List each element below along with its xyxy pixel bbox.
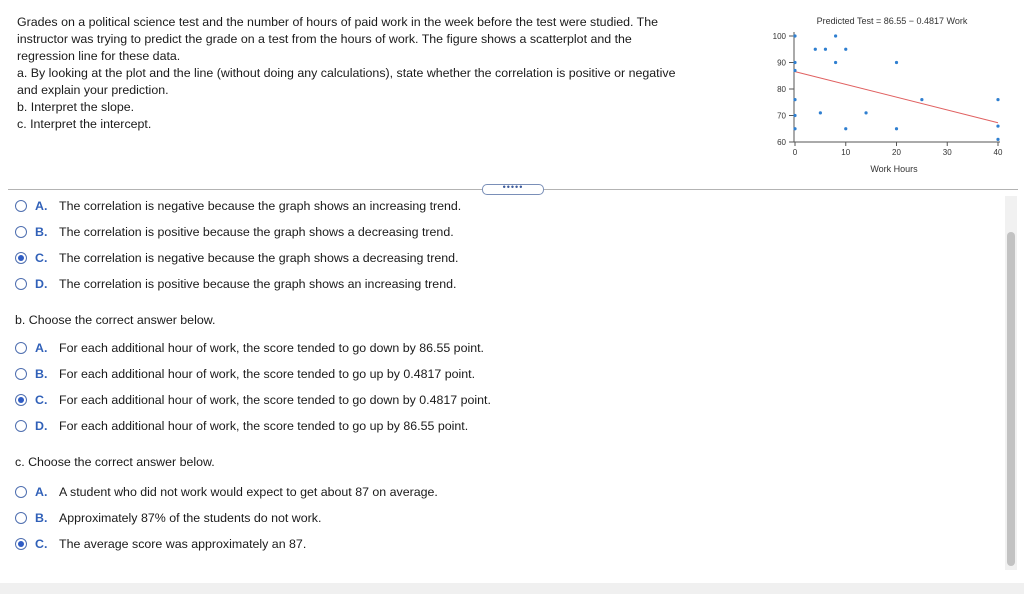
y-tick-label: 100 [772, 32, 786, 41]
chart-title: Predicted Test = 86.55 − 0.4817 Work [816, 16, 968, 26]
expand-button[interactable]: ••••• [482, 184, 544, 195]
question-line: a. By looking at the plot and the line (without doing any calculations), state whether the correlation is positive or negative [17, 66, 676, 80]
option-text: For each additional hour of work, the score tended to go down by 86.55 point. [59, 341, 484, 355]
part-b-label: b. Choose the correct answer below. [15, 313, 216, 327]
data-point [793, 127, 796, 130]
x-axis-label: Work Hours [870, 164, 918, 174]
option-text: For each additional hour of work, the score tended to go up by 86.55 point. [59, 419, 469, 433]
footer-bar [0, 583, 1024, 594]
data-point [814, 48, 817, 51]
option-letter: C. [35, 251, 48, 265]
question-line: instructor was trying to predict the grade on a test from the hours of work. The figure shows a scatterplot and the [17, 32, 632, 46]
option-letter: C. [35, 393, 48, 407]
part-b-option-3[interactable] [15, 392, 491, 408]
part-c-option-2[interactable] [15, 510, 321, 526]
option-letter: C. [35, 537, 48, 551]
part-a-option-3[interactable] [15, 250, 459, 266]
data-point [793, 34, 796, 37]
y-tick-label: 70 [777, 111, 786, 121]
radio-button[interactable] [15, 394, 27, 406]
option-letter: D. [35, 419, 48, 433]
option-text: Approximately 87% of the students do not work. [59, 511, 322, 525]
data-point [864, 111, 867, 114]
question-line: and explain your prediction. [17, 83, 169, 97]
part-a-option-2[interactable] [15, 224, 454, 240]
radio-button[interactable] [15, 200, 27, 212]
data-point [895, 127, 898, 130]
option-text: The correlation is negative because the graph shows an increasing trend. [59, 199, 462, 213]
y-tick-label: 60 [777, 138, 786, 147]
option-letter: D. [35, 277, 48, 291]
part-c-option-3[interactable] [15, 536, 306, 552]
data-point [996, 98, 999, 101]
data-point [996, 125, 999, 128]
option-letter: A. [35, 485, 48, 499]
data-point [834, 34, 837, 37]
x-tick-label: 30 [942, 148, 952, 157]
option-letter: B. [35, 511, 48, 525]
data-point [895, 61, 898, 64]
data-point [793, 98, 796, 101]
data-point [844, 127, 847, 130]
radio-button[interactable] [15, 226, 27, 238]
question-line: Grades on a political science test and the number of hours of paid work in the week before the test were studied. The [17, 15, 659, 29]
part-c-option-1[interactable] [15, 484, 438, 500]
question-line: b. Interpret the slope. [17, 100, 135, 114]
regression-line [795, 72, 998, 123]
data-point [834, 61, 837, 64]
y-tick-label: 80 [777, 85, 786, 94]
option-text: For each additional hour of work, the score tended to go down by 0.4817 point. [59, 393, 491, 407]
option-letter: B. [35, 225, 48, 239]
data-point [793, 114, 796, 117]
question-line: c. Interpret the intercept. [17, 117, 152, 131]
question-line: regression line for these data. [17, 49, 181, 63]
radio-button[interactable] [15, 512, 27, 524]
option-text: The average score was approximately an 87. [59, 537, 307, 551]
option-text: A student who did not work would expect to get about 87 on average. [59, 485, 438, 499]
option-text: The correlation is positive because the graph shows a decreasing trend. [59, 225, 454, 239]
question-text [17, 14, 752, 133]
data-point [920, 98, 923, 101]
x-tick-label: 40 [993, 148, 1003, 157]
option-letter: A. [35, 199, 48, 213]
x-tick-label: 0 [792, 148, 798, 157]
data-point [996, 138, 999, 141]
y-tick-label: 90 [777, 58, 786, 68]
radio-button[interactable] [15, 342, 27, 354]
x-tick-label: 10 [841, 148, 851, 157]
data-point [844, 48, 847, 51]
data-point [824, 48, 827, 51]
option-letter: B. [35, 367, 48, 381]
radio-button[interactable] [15, 368, 27, 380]
part-b-option-4[interactable] [15, 418, 468, 434]
part-c-label: c. Choose the correct answer below. [15, 455, 215, 469]
part-b-option-1[interactable] [15, 340, 484, 356]
data-point [793, 61, 796, 64]
option-text: The correlation is negative because the graph shows a decreasing trend. [59, 251, 459, 265]
option-text: The correlation is positive because the graph shows an increasing trend. [59, 277, 457, 291]
radio-button[interactable] [15, 420, 27, 432]
radio-button[interactable] [15, 278, 27, 290]
x-tick-label: 20 [892, 148, 901, 157]
scatterplot [755, 8, 1015, 180]
scrollbar-thumb[interactable] [1007, 232, 1015, 566]
data-point [819, 111, 822, 114]
part-a-option-4[interactable] [15, 276, 456, 292]
part-a-option-1[interactable] [15, 198, 461, 214]
data-point [793, 69, 796, 72]
option-letter: A. [35, 341, 48, 355]
radio-button[interactable] [15, 538, 27, 550]
option-text: For each additional hour of work, the score tended to go up by 0.4817 point. [59, 367, 476, 381]
radio-button[interactable] [15, 252, 27, 264]
part-b-option-2[interactable] [15, 366, 475, 382]
radio-button[interactable] [15, 486, 27, 498]
